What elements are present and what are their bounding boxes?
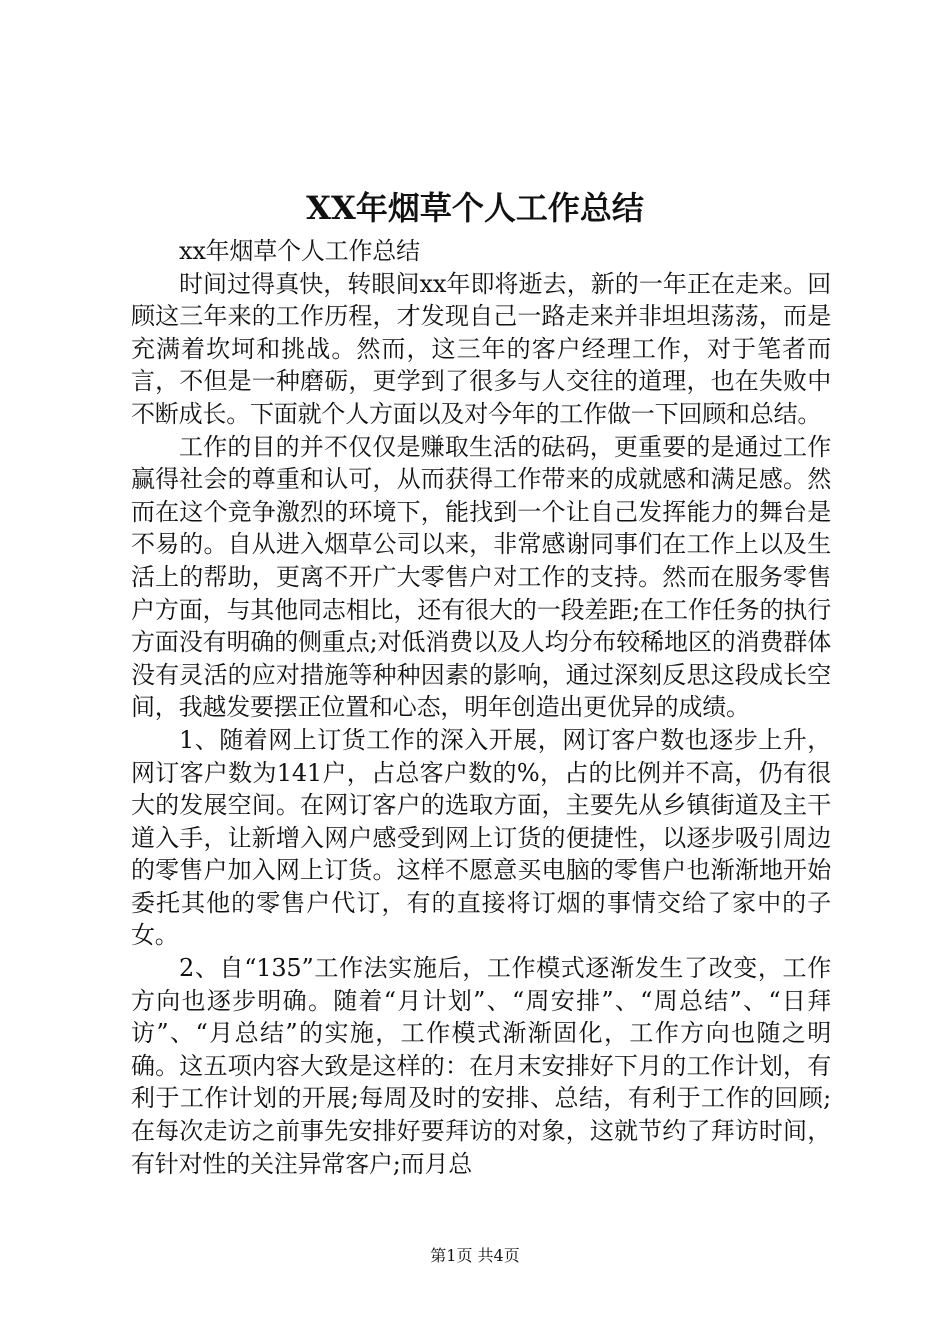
document-title: XX年烟草个人工作总结 — [306, 189, 644, 227]
paragraph-intro: 时间过得真快，转眼间xx年即将逝去，新的一年正在走来。回顾这三年来的工作历程，才发现自己一路走来并非坦坦荡荡，而是充满着坎坷和挑战。然而，这三年的客户经理工作，对于笔者而言，不但是一种磨砺，更学到了很多与人交往的道理，也在失败中不断成长。下面就个人方面以及对今年的工作做一下回顾和总结。 — [131, 269, 831, 428]
paragraph-point-1: 1、随着网上订货工作的深入开展，网订客户数也逐步上升，网订客户数为141户，占总客户数的%，占的比例并不高，仍有很大的发展空间。在网订客户的选取方面，主要先从乡镇街道及主干道入手，让新增入网户感受到网上订货的便捷性，以逐步吸引周边的零售户加入网上订货。这样不愿意买电脑的零售户也渐渐地开始委托其他的零售户代订，有的直接将订烟的事情交给了家中的子女。 — [131, 725, 831, 950]
paragraph-subtitle: xx年烟草个人工作总结 — [179, 237, 420, 265]
page-footer: 第1页 共4页 — [430, 1246, 520, 1265]
paragraph-purpose: 工作的目的并不仅仅是赚取生活的砝码，更重要的是通过工作赢得社会的尊重和认可，从而获得工作带来的成就感和满足感。然而在这个竞争激烈的环境下，能找到一个让自己发挥能力的舞台是不易的。自从进入烟草公司以来，非常感谢同事们在工作上以及生活上的帮助，更离不开广大零售户对工作的支持。然而在服务零售户方面，与其他同志相比，还有很大的一段差距;在工作任务的执行方面没有明确的侧重点;对低消费以及人均分布较稀地区的消费群体没有灵活的应对措施等种种因素的影响，通过深刻反思这段成长空间，我越发要摆正位置和心态，明年创造出更优异的成绩。 — [131, 432, 831, 722]
document-body — [131, 235, 831, 1180]
paragraph-point-2: 2、自“135”工作法实施后，工作模式逐渐发生了改变，工作方向也逐步明确。随着“月计划”、“周安排”、“周总结”、“日拜访”、“月总结”的实施，工作模式渐渐固化，工作方向也随之明确。这五项内容大致是这样的：在月末安排好下月的工作计划，有利于工作计划的开展;每周及时的安排、总结，有利于工作的回顾;在每次走访之前事先安排好要拜访的对象，这就节约了拜访时间，有针对性的关注异常客户;而月总 — [131, 954, 831, 1178]
